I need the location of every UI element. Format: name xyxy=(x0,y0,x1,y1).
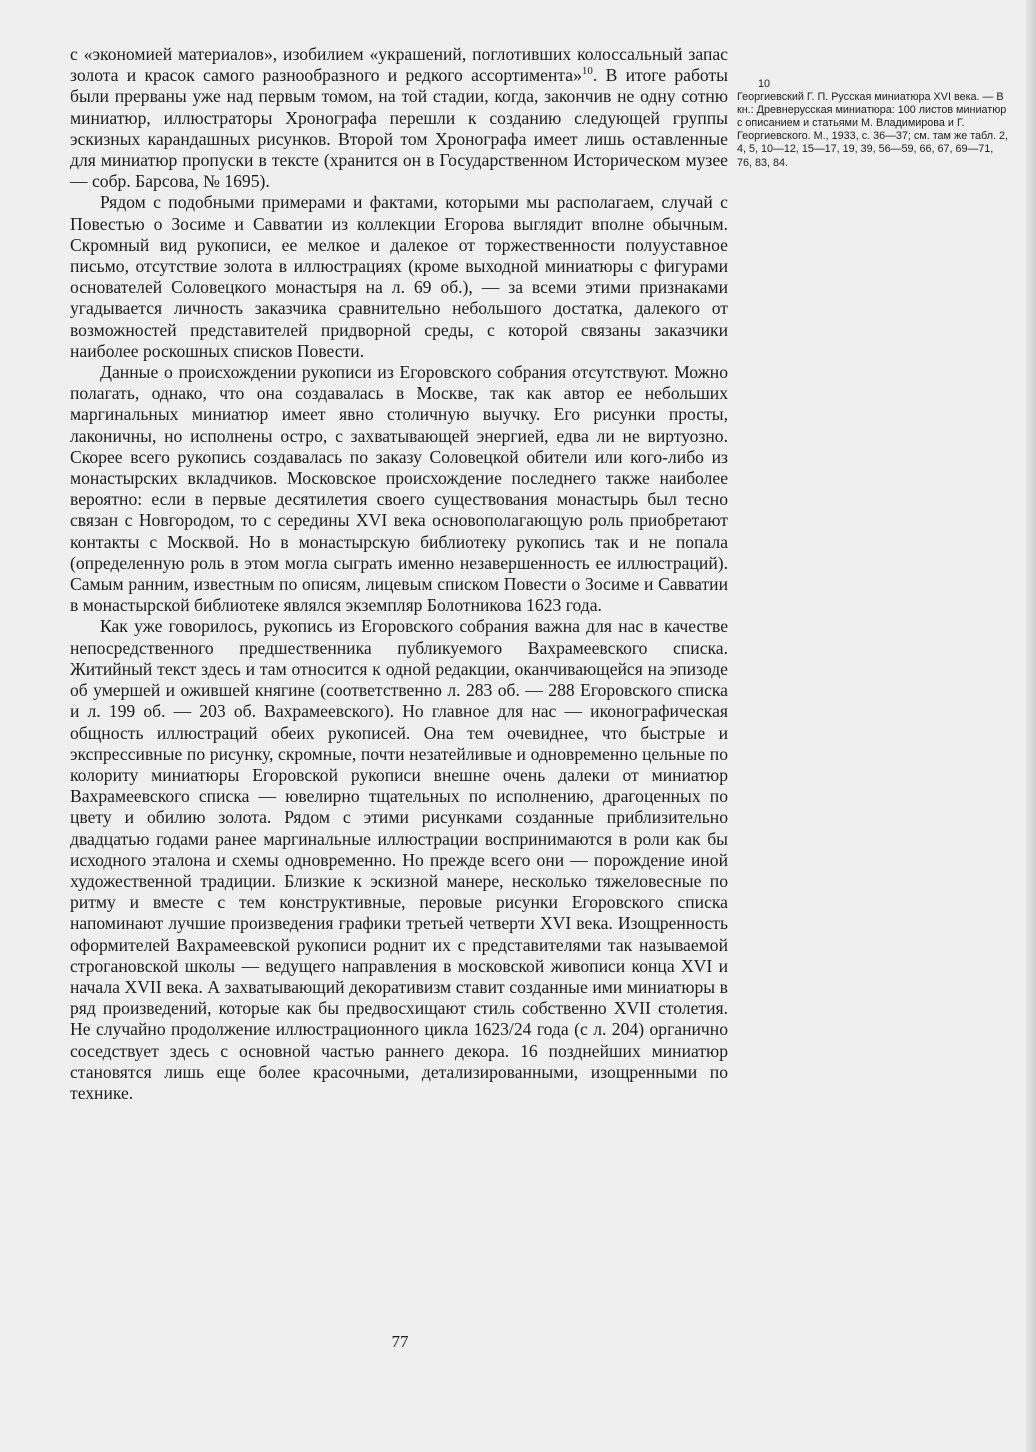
page-number: 77 xyxy=(391,1332,409,1351)
footnote xyxy=(737,78,1009,170)
paragraph-1-text: с «экономией материалов», изобилием «украшений, поглотивших колоссальный запас золота и красок самого разнообразного и редкого ассортимента» xyxy=(70,44,728,86)
footnote-reference: 10 xyxy=(581,65,593,78)
footnote-text: Георгиевский Г. П. Русская миниатюра XVI века. — В кн.: Древнерусская миниатюра: 100 листов миниатюр с описанием и статьями М. Владимирова и Г. Георгиевского. М., 1933, с. 36—37; см. там же табл. 2, 4, 5, 10—12, 15—17, 19, 39, 56—59, 66, 67, 69—71, 76, 83, 84. xyxy=(737,91,1009,169)
footnote-number: 10 xyxy=(758,78,771,90)
paragraph-2: Рядом с подобными примерами и фактами, которыми мы располагаем, случай с Повестью о Зосиме и Савватии из коллекции Егорова выглядит вполне обычным. Скромный вид рукописи, ее мелкое и далекое от торжественности полууставное письмо, отсутствие золота в иллюстрациях (кроме выходной миниатюры с фигурами основателей Соловецкого монастыря на л. 69 об.), — за всеми этими признаками угадывается личность заказчика сравнительно небольшого достатка, далекого от возможностей представителей придворной среды, с которой связаны заказчики наиболее роскошных списков Повести. xyxy=(70,192,728,361)
paragraph-3: Данные о происхождении рукописи из Егоровского собрания отсутствуют. Можно полагать, однако, что она создавалась в Москве, так как автор ее небольших маргинальных миниатюр имеет явно столичную выучку. Его рисунки просты, лаконичны, но исполнены остро, с захватывающей энергией, едва ли не виртуозно. Скорее всего рукопись создавалась по заказу Соловецкой обители или кого-либо из монастырских вкладчиков. Московское происхождение последнего также наиболее вероятно: если в первые десятилетия своего существования монастырь был тесно связан с Новгородом, то с середины XVI века основополагающую роль приобретают контакты с Москвой. Но в монастырскую библиотеку рукопись так и не попала (определенную роль в этом могла сыграть именно незавершенность ее иллюстраций). Самым ранним, известным по описям, лицевым списком Повести о Зосиме и Савватии в монастырской библиотеке являлся экземпляр Болотникова 1623 года. xyxy=(70,362,728,616)
paragraph-4: Как уже говорилось, рукопись из Егоровского собрания важна для нас в качестве непосредственного предшественника публикуемого Вахрамеевского списка. Житийный текст здесь и там относится к одной редакции, оканчивающейся на эпизоде об умершей и ожившей княгине (соответственно л. 283 об. — 288 Егоровского списка и л. 199 об. — 203 об. Вахрамеевского). Но главное для нас — иконографическая общность иллюстраций обеих рукописей. Она тем очевиднее, что быстрые и экспрессивные по рисунку, скромные, почти незатейливые и одновременно цельные по колориту миниатюры Егоровской рукописи внешне очень далеки от миниатюр Вахрамеевского списка — ювелирно тщательных по исполнению, драгоценных по цвету и обилию золота. Рядом с этими рисунками созданные приблизительно двадцатью годами ранее маргинальные иллюстрации воспринимаются в роли как бы исходного эталона и схемы одновременно. Но прежде всего они — порождение иной художественной традиции. Близкие к эскизной манере, несколько тяжеловесные по ритму и вместе с тем конструктивные, перовые рисунки Егоровского списка напоминают лучшие произведения графики третьей четверти XVI века. Изощренность оформителей Вахрамеевской рукописи роднит их с представителями так называемой строгановской школы — ведущего направления в московской живописи конца XVI и начала XVII века. А захватывающий декоративизм ставит созданные ими миниатюры в ряд произведений, которые как бы предвосхищают стиль собственно XVII столетия. Не случайно продолжение иллюстрационного цикла 1623/24 года (с л. 204) органично соседствует здесь с основной частью раннего декора. 16 позднейших миниатюр становятся лишь еще более красочными, детализированными, изощренными по технике. xyxy=(70,616,728,1103)
main-text-column xyxy=(70,44,728,1104)
paragraph-1-tail: . В итоге работы были прерваны уже над первым томом, на той стадии, когда, закончив не одну сотню миниатюр, иллюстраторы Хронографа перешли к созданию следующей группы эскизных карандашных рисунков. Второй том Хронографа имеет лишь оставленные для миниатюр пропуски в тексте (хранится он в Государственном Историческом музее — собр. Барсова, № 1695). xyxy=(70,65,728,192)
page-edge-shadow xyxy=(1026,0,1036,1452)
paragraph-1 xyxy=(70,44,728,192)
